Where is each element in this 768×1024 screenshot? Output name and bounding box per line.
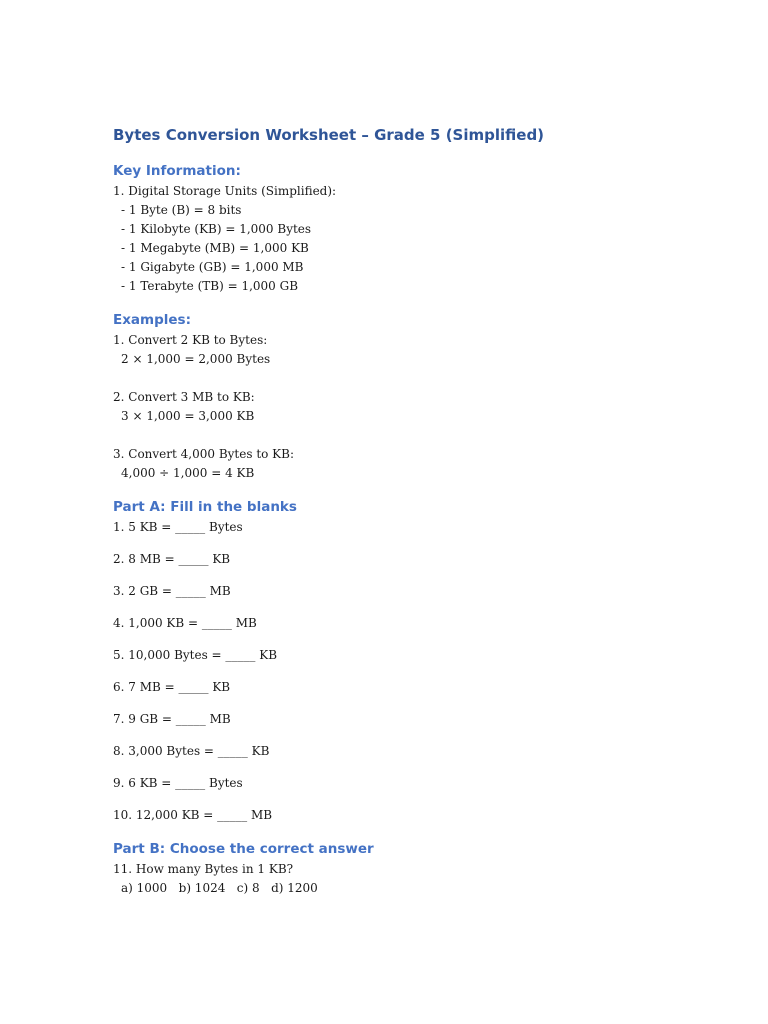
fill-in-question: 3. 2 GB = _____ MB xyxy=(113,584,231,598)
fill-in-question: 8. 3,000 Bytes = _____ KB xyxy=(113,744,270,758)
examples-section xyxy=(113,309,713,483)
fill-in-question: 5. 10,000 Bytes = _____ KB xyxy=(113,648,278,662)
fill-in-question: 1. 5 KB = _____ Bytes xyxy=(113,520,243,534)
unit-byte: - 1 Byte (B) = 8 bits xyxy=(121,203,242,217)
multiple-choice-options: a) 1000 b) 1024 c) 8 d) 1200 xyxy=(121,881,318,895)
example-question: 3. Convert 4,000 Bytes to KB: xyxy=(113,447,295,461)
part-b-section xyxy=(113,838,713,898)
fill-in-question: 2. 8 MB = _____ KB xyxy=(113,552,231,566)
key-information-section xyxy=(113,160,713,296)
unit-gigabyte: - 1 Gigabyte (GB) = 1,000 MB xyxy=(121,260,304,274)
example-answer: 4,000 ÷ 1,000 = 4 KB xyxy=(121,466,255,480)
multiple-choice-question: 11. How many Bytes in 1 KB? xyxy=(113,862,294,876)
example-answer: 2 × 1,000 = 2,000 Bytes xyxy=(121,352,271,366)
example-answer: 3 × 1,000 = 3,000 KB xyxy=(121,409,255,423)
fill-in-question: 4. 1,000 KB = _____ MB xyxy=(113,616,257,630)
example-question: 1. Convert 2 KB to Bytes: xyxy=(113,333,268,347)
example-question: 2. Convert 3 MB to KB: xyxy=(113,390,255,404)
worksheet-title: Bytes Conversion Worksheet – Grade 5 (Simplified) xyxy=(113,126,545,144)
key-information-heading: Key Information: xyxy=(113,163,241,179)
fill-in-question: 9. 6 KB = _____ Bytes xyxy=(113,776,243,790)
worksheet-page xyxy=(113,124,713,898)
unit-megabyte: - 1 Megabyte (MB) = 1,000 KB xyxy=(121,241,309,255)
part-b-heading: Part B: Choose the correct answer xyxy=(113,841,374,857)
fill-in-question: 7. 9 GB = _____ MB xyxy=(113,712,231,726)
fill-in-question: 10. 12,000 KB = _____ MB xyxy=(113,808,273,822)
examples-heading: Examples: xyxy=(113,312,191,328)
unit-terabyte: - 1 Terabyte (TB) = 1,000 GB xyxy=(121,279,299,293)
fill-in-question: 6. 7 MB = _____ KB xyxy=(113,680,231,694)
part-a-heading: Part A: Fill in the blanks xyxy=(113,499,297,515)
storage-units-intro: 1. Digital Storage Units (Simplified): xyxy=(113,184,337,198)
part-a-section xyxy=(113,496,713,825)
unit-kilobyte: - 1 Kilobyte (KB) = 1,000 Bytes xyxy=(121,222,312,236)
